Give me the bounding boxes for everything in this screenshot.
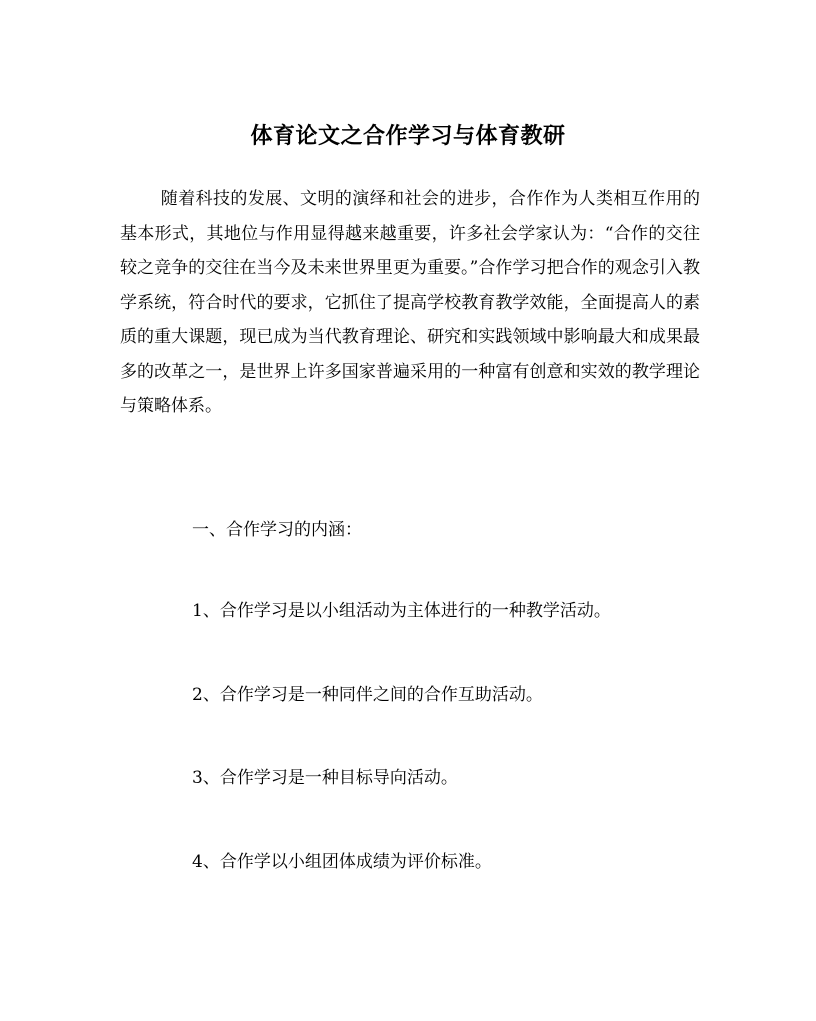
intro-paragraph: 随着科技的发展、文明的演绎和社会的进步，合作作为人类相互作用的基本形式，其地位与作用显得越来越重要，许多社会学家认为：“合作的交往较之竞争的交往在当今及未来世界里更为重要。”合作学习把合作的观念引入教学系统，符合时代的要求，它抓住了提高学校教育教学效能，全面提高人的素质的重大课题，现已成为当代教育理论、研究和实践领域中影响最大和成果最多的改革之一，是世界上许多国家普遍采用的一种富有创意和实效的教学理论与策略体系。 — [120, 189, 700, 416]
list-item: 2、合作学习是一种同伴之间的合作互助活动。 — [192, 685, 543, 705]
document-title: 体育论文之合作学习与体育教研 — [250, 122, 566, 149]
list-item: 1、合作学习是以小组活动为主体进行的一种教学活动。 — [192, 601, 611, 621]
list-item: 3、合作学习是一种目标导向活动。 — [192, 768, 458, 788]
section-heading: 一、合作学习的内涵： — [192, 520, 362, 540]
list-item: 4、合作学以小组团体成绩为评价标准。 — [192, 852, 492, 872]
